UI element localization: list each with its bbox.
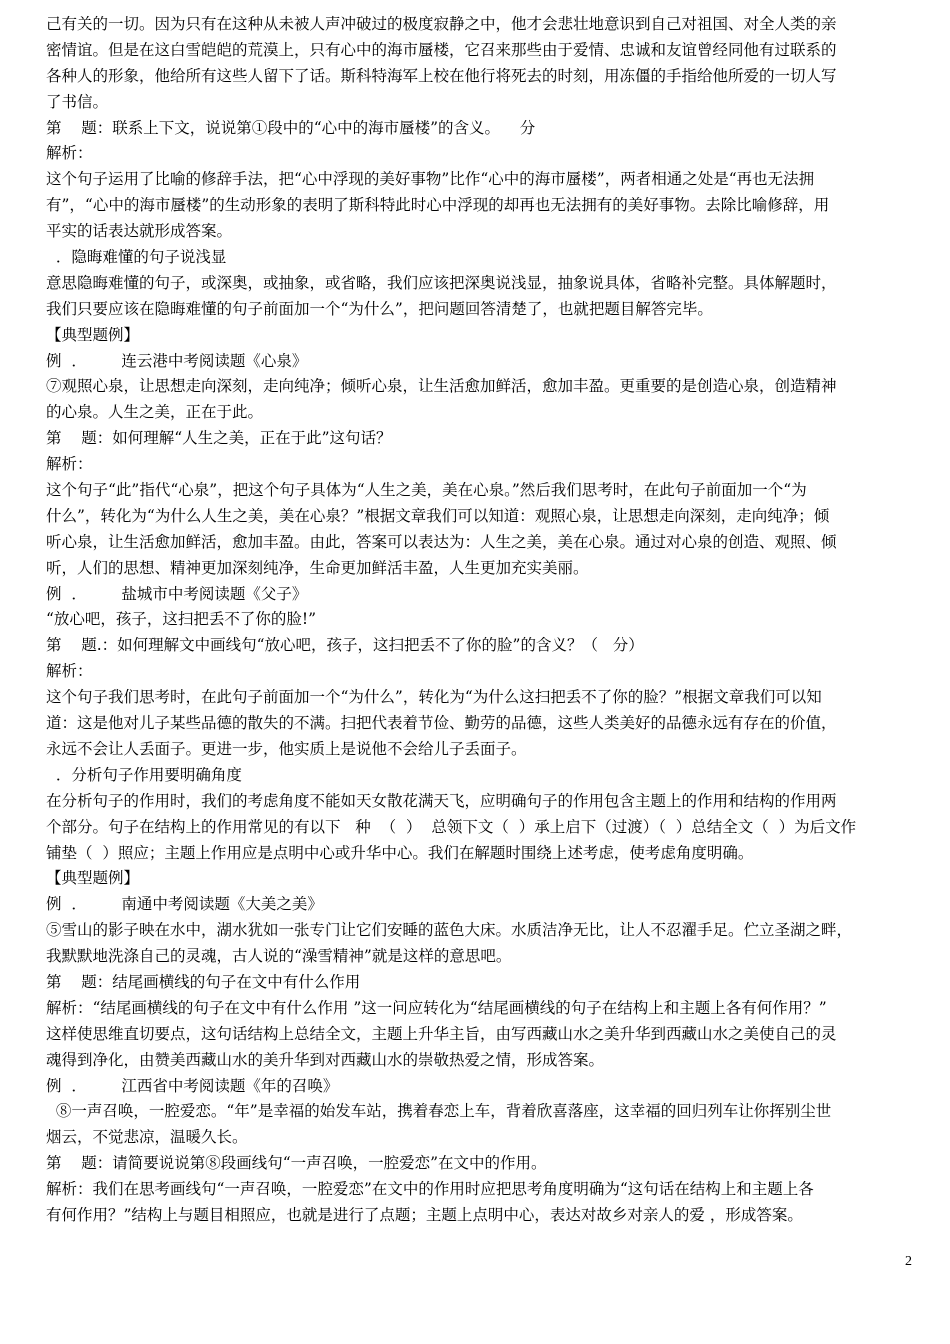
text-line: 例 ． 南通中考阅读题《大美之美》 (46, 895, 323, 914)
text-line: 第 题：联系上下文，说说第①段中的“心中的海市蜃楼”的含义。 分 (46, 118, 536, 137)
text-line: 的心泉。人生之美，正在于此。 (46, 403, 264, 422)
text-line: 这个句子“此”指代“心泉”，把这个句子具体为“人生之美，美在心泉。”然后我们思考时，在此句子前面加一个“为 (46, 481, 807, 500)
text-line: 这个句子我们思考时，在此句子前面加一个“为什么”，转化为“为什么这扫把丢不了你的脸？”根据文章我们可以知 (46, 688, 822, 707)
text-line: 个部分。句子在结构上的作用常见的有以下 种 （ ） 总领下文（ ）承上启下（过渡）（ ）总结全文（ ）为后文作 (46, 817, 857, 836)
text-line: 平实的话表达就形成答案。 (46, 222, 233, 241)
text-line: 第 题.：如何理解文中画线句“放心吧，孩子，这扫把丢不了你的脸”的含义？（ 分） (46, 636, 644, 655)
text-line: 了书信。 (46, 92, 109, 111)
text-line: 例 ． 连云港中考阅读题《心泉》 (46, 351, 308, 370)
text-line: 例 ． 盐城市中考阅读题《父子》 (46, 584, 308, 603)
text-line: 各种人的形象，他给所有这些人留下了话。斯科特海军上校在他行将死去的时刻，用冻僵的手指给他所爱的一切人写 (46, 66, 837, 85)
text-line: 第 题：结尾画横线的句子在文中有什么作用 (46, 972, 361, 991)
text-line: 例 ． 江西省中考阅读题《年的召唤》 (46, 1076, 339, 1095)
text-line: 解析：我们在思考画线句“一声召唤，一腔爱恋”在文中的作用时应把思考角度明确为“这句话在结构上和主题上各 (46, 1180, 814, 1199)
text-line: 密情谊。但是在这白雪皑皑的荒漠上，只有心中的海市蜃楼，它召来那些由于爱情、忠诚和友谊曾经同他有过联系的 (46, 40, 837, 59)
text-line: 我们只要应该在隐晦难懂的句子前面加一个“为什么”，把问题回答清楚了，也就把题目解答完毕。 (46, 299, 713, 318)
text-line: 意思隐晦难懂的句子，或深奥，或抽象，或省略，我们应该把深奥说浅显，抽象说具体，省略补完整。具体解题时， (46, 273, 837, 292)
text-line: 己有关的一切。因为只有在这种从未被人声冲破过的极度寂静之中，他才会悲壮地意识到自己对祖国、对全人类的亲 (46, 15, 837, 33)
text-line: 【典型题例】 (46, 325, 140, 344)
text-line: 解析：“结尾画横线的句子在文中有什么作用 ”这一问应转化为“结尾画横线的句子在结构上和主题上各有何作用？” (46, 998, 827, 1017)
text-line: 永远不会让人丢面子。更进一步，他实质上是说他不会给儿子丢面子。 (46, 739, 527, 758)
body-text (46, 12, 906, 1229)
text-line: 解析： (46, 662, 93, 681)
text-line: 听心泉，让生活愈加鲜活，愈加丰盈。由此，答案可以表达为：人生之美，美在心泉。通过对心泉的创造、观照、倾 (46, 532, 837, 551)
text-line: 烟云，不觉悲凉，温暖久长。 (46, 1128, 248, 1147)
text-line: 我默默地洗涤自己的灵魂，古人说的“澡雪精神”就是这样的意思吧。 (46, 947, 512, 966)
text-line: 道：这是他对儿子某些品德的散失的不满。扫把代表着节俭、勤劳的品德，这些人类美好的品德永远有存在的价值， (46, 714, 837, 733)
text-line: 第 题：如何理解“人生之美，正在于此”这句话？ (46, 429, 392, 448)
page-number: 2 (905, 1254, 912, 1269)
text-line: 有”，“心中的海市蜃楼”的生动形象的表明了斯科特此时心中浮现的却再也无法拥有的美好事物。去除比喻修辞，用 (46, 196, 830, 215)
text-line: ⑤雪山的影子映在水中，湖水犹如一张专门让它们安睡的蓝色大床。水质洁净无比，让人不忍濯手足。伫立圣湖之畔， (46, 921, 853, 940)
text-line: 魂得到净化，由赞美西藏山水的美升华到对西藏山水的崇敬热爱之情，形成答案。 (46, 1050, 605, 1069)
text-line: 听，人们的思想、精神更加深刻纯净，生命更加鲜活丰盈，人生更加充实美丽。 (46, 558, 589, 577)
text-line: 这个句子运用了比喻的修辞手法，把“心中浮现的美好事物”比作“心中的海市蜃楼”，两者相通之处是“再也无法拥 (46, 170, 815, 189)
text-line: ．分析句子作用要明确角度 (46, 765, 242, 784)
text-line: ⑦观照心泉，让思想走向深刻，走向纯净；倾听心泉，让生活愈加鲜活，愈加丰盈。更重要的是创造心泉，创造精神 (46, 377, 837, 396)
text-line: ⑧一声召唤，一腔爱恋。“年”是幸福的始发车站，携着春恋上车，背着欣喜落座，这幸福的回归列车让你挥别尘世 (46, 1102, 832, 1121)
text-line: 解析： (46, 455, 93, 474)
text-line: 铺垫（ ）照应；主题上作用应是点明中心或升华中心。我们在解题时围绕上述考虑，使考虑角度明确。 (46, 843, 754, 862)
text-line: 解析： (46, 144, 93, 163)
text-line: ．隐晦难懂的句子说浅显 (46, 248, 227, 267)
text-line: 【典型题例】 (46, 869, 140, 888)
text-line: 第 题：请简要说说第⑧段画线句“一声召唤，一腔爱恋”在文中的作用。 (46, 1154, 547, 1173)
text-line: 这样使思维直切要点，这句话结构上总结全文，主题上升华主旨，由写西藏山水之美升华到西藏山水之美使自己的灵 (46, 1024, 837, 1043)
text-line: 什么”，转化为“为什么人生之美，美在心泉？”根据文章我们可以知道：观照心泉，让思想走向深刻，走向纯净；倾 (46, 506, 830, 525)
text-line: “放心吧，孩子，这扫把丢不了你的脸!” (46, 610, 317, 629)
text-line: 有何作用？”结构上与题目相照应，也就是进行了点题；主题上点明中心，表达对故乡对亲人的爱 ，形成答案。 (46, 1205, 803, 1224)
text-line: 在分析句子的作用时，我们的考虑角度不能如天女散花满天飞，应明确句子的作用包含主题上的作用和结构的作用两 (46, 791, 837, 810)
